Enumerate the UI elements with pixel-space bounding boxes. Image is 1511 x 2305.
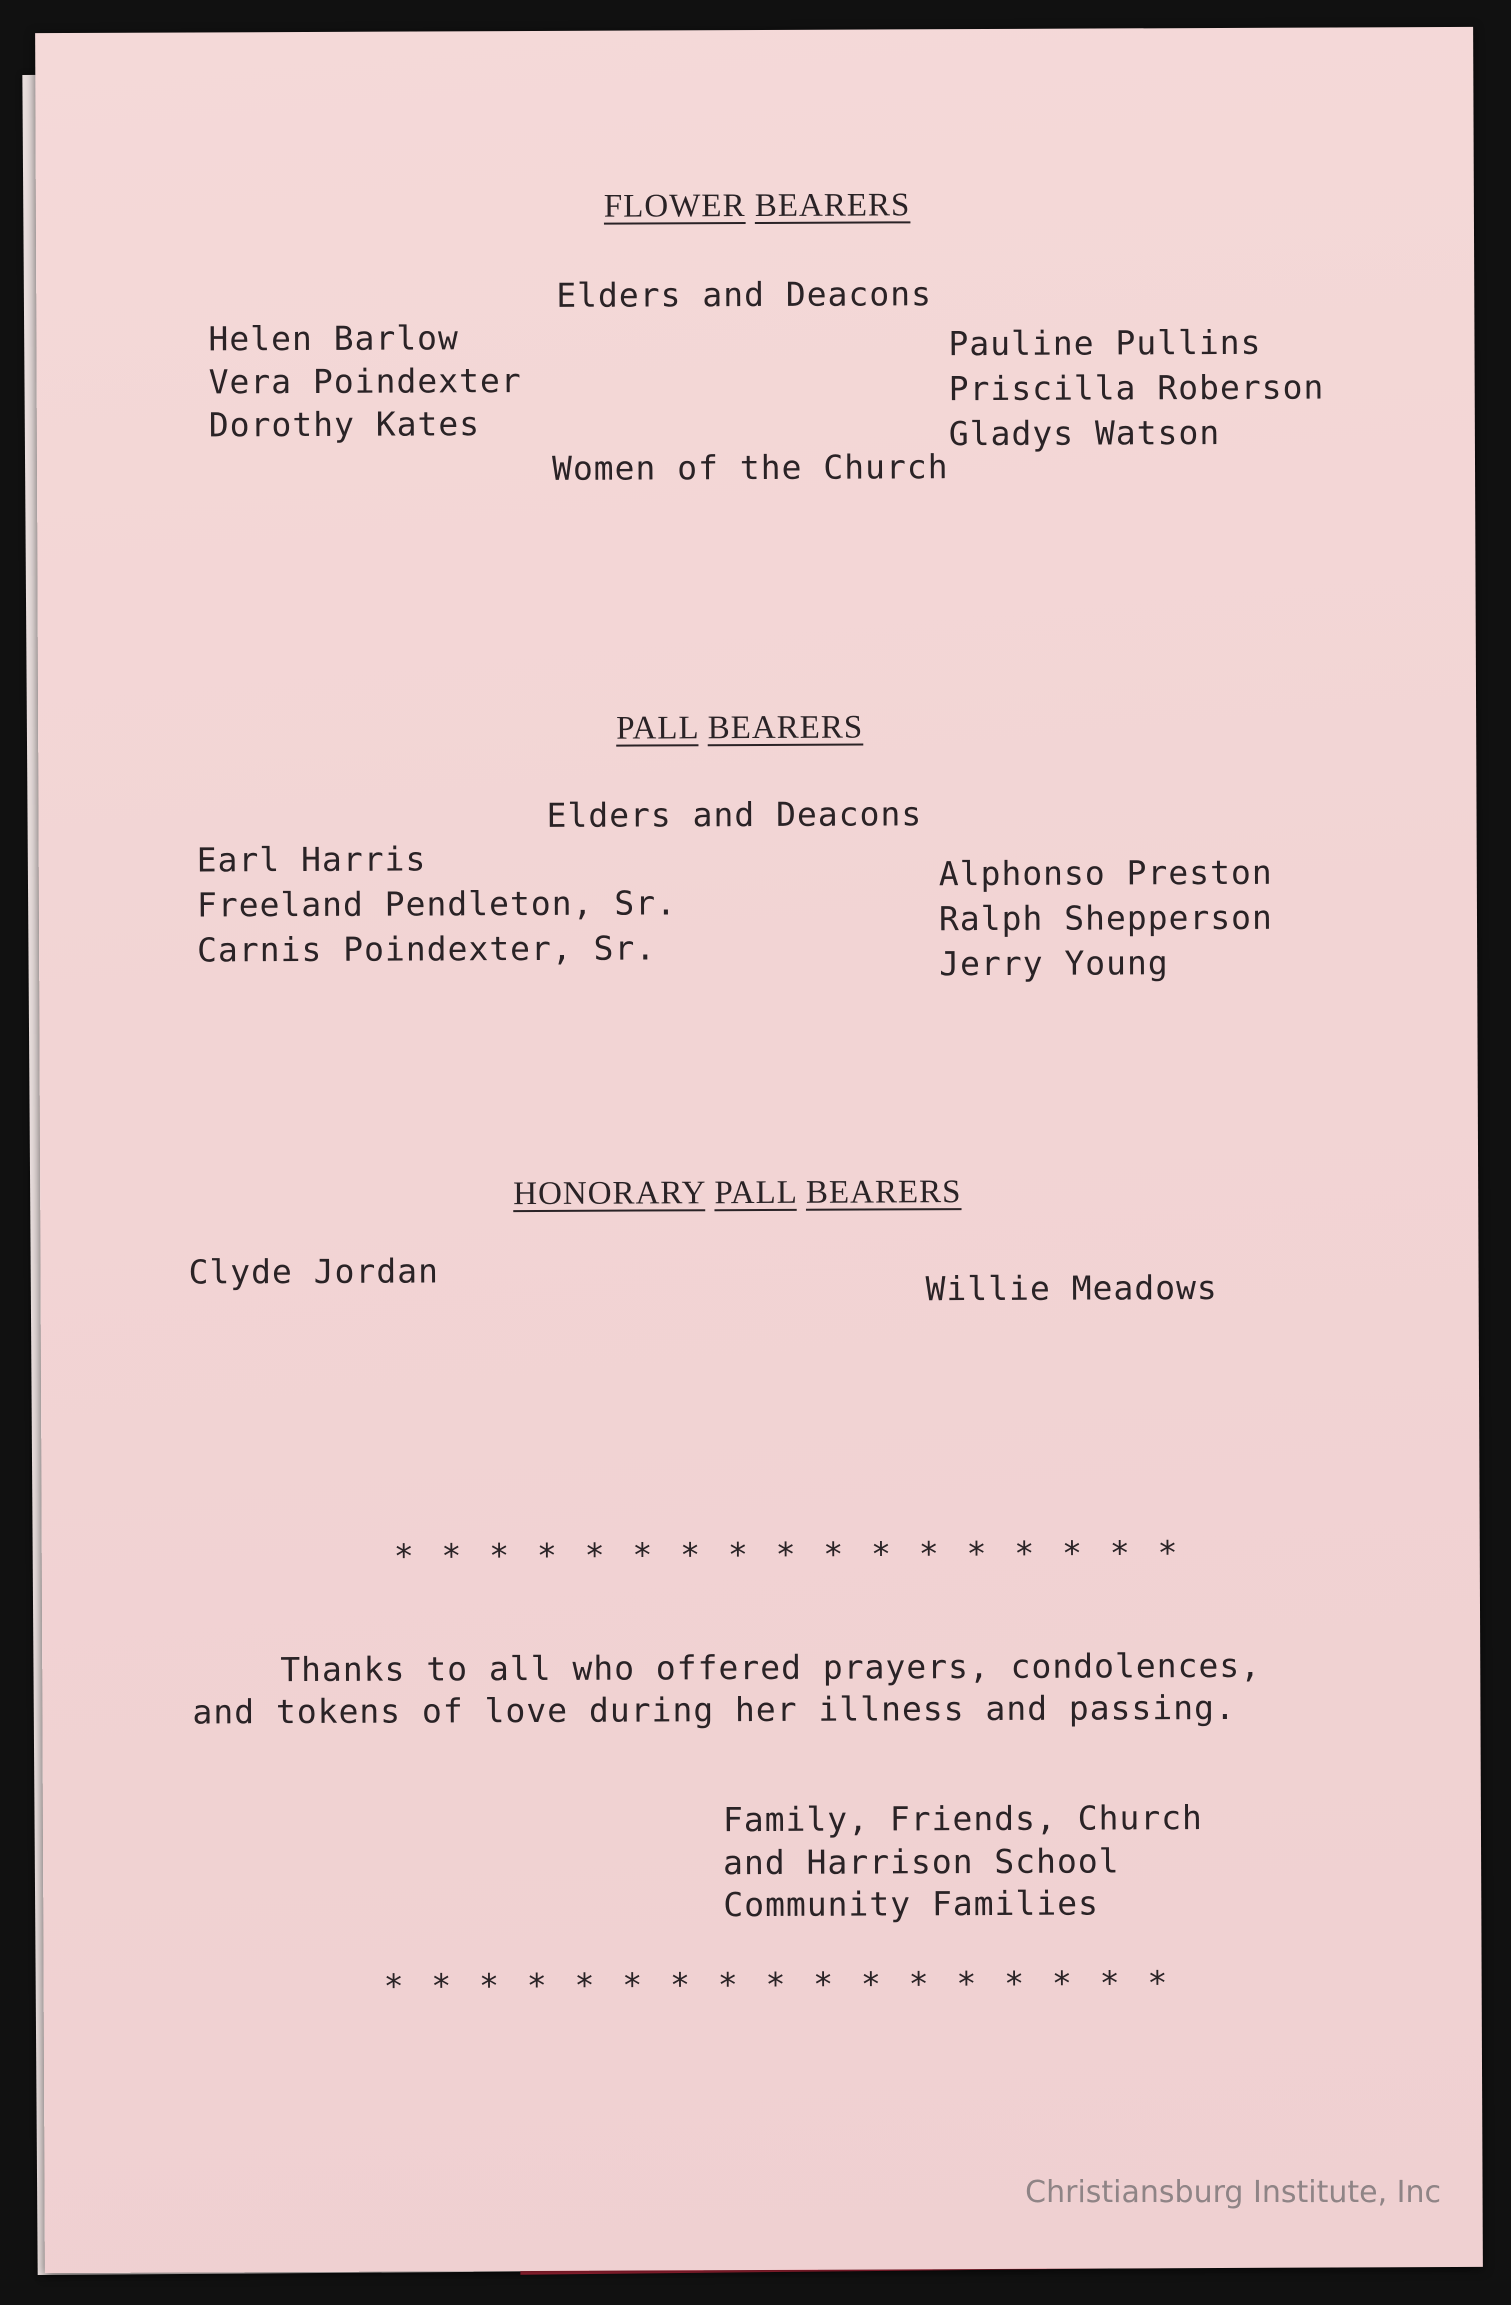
honorary-pall-bearers-heading [513,1174,961,1213]
thanks-line-2: and tokens of love during her illness and passing. [192,1687,1236,1732]
pall-right-name: Alphonso Preston [938,852,1273,894]
heading-word: BEARERS [707,709,864,747]
signature-line: Community Families [723,1883,1099,1925]
signature-line: and Harrison School [723,1841,1120,1883]
flower-group-bottom: Women of the Church [551,447,949,488]
pall-right-name: Jerry Young [939,943,1169,984]
pall-bearers-heading [616,710,863,748]
thanks-line-1: Thanks to all who offered prayers, condolences, [280,1645,1262,1690]
flower-right-name: Pauline Pullins [948,322,1262,364]
pall-left-name: Freeland Pendleton, Sr. [196,883,677,925]
heading-word: HONORARY [513,1175,706,1213]
heading-word: BEARERS [805,1174,962,1211]
program-page [35,27,1483,2273]
stars-divider-top: * * * * * * * * * * * * * * * * * [393,1533,1182,1576]
honorary-left-name: Clyde Jordan [188,1251,440,1292]
honorary-right-name: Willie Meadows [925,1267,1218,1309]
flower-left-name: Dorothy Kates [208,404,481,445]
pall-left-name: Carnis Poindexter, Sr. [197,928,657,970]
pall-group: Elders and Deacons [546,794,923,835]
heading-word: BEARERS [754,187,911,225]
heading-word: PALL [714,1174,797,1212]
flower-right-name: Gladys Watson [948,412,1221,454]
heading-word: FLOWER [603,188,746,225]
signature-line: Family, Friends, Church [722,1798,1203,1840]
flower-right-name: Priscilla Roberson [948,367,1325,409]
flower-left-name: Helen Barlow [208,318,459,359]
pall-left-name: Earl Harris [196,839,427,880]
flower-bearers-heading [604,187,911,225]
flower-group-top: Elders and Deacons [556,274,932,315]
watermark: Christiansburg Institute, Inc [1025,2175,1441,2210]
heading-word: PALL [616,710,699,747]
pall-right-name: Ralph Shepperson [938,897,1273,939]
flower-left-name: Vera Poindexter [208,361,522,402]
stars-divider-bottom: * * * * * * * * * * * * * * * * * [383,1963,1172,2006]
